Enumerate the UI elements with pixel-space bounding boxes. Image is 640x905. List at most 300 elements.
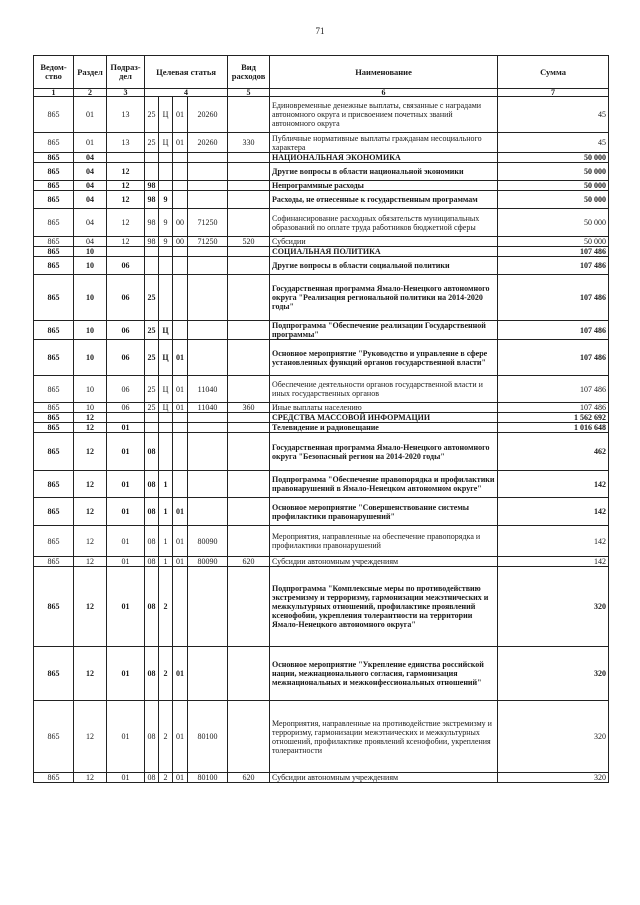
- cell-sub: 01: [107, 647, 145, 701]
- cell-t2: Ц: [159, 403, 173, 413]
- cell-sum: 107 486: [498, 376, 609, 403]
- cell-name: Другие вопросы в области национальной экономики: [270, 163, 498, 181]
- cell-t2: [159, 433, 173, 471]
- cell-t4: 80100: [188, 701, 228, 773]
- cell-t2: Ц: [159, 376, 173, 403]
- cell-t1: 25: [145, 376, 159, 403]
- cell-dept: 865: [34, 498, 74, 526]
- cell-dept: 865: [34, 567, 74, 647]
- cell-sub: 01: [107, 773, 145, 783]
- cell-vr: [228, 247, 270, 257]
- cell-vr: [228, 257, 270, 275]
- cell-vr: 360: [228, 403, 270, 413]
- cell-t1: 08: [145, 557, 159, 567]
- cell-vr: [228, 498, 270, 526]
- cell-name: Подпрограмма "Комплексные меры по противодействию экстремизму и терроризму, гармонизации межэтнических и межкультурных отношений, профилактике проявлений ксенофобии, укрепления толерантности на территории Ямало-Ненецкого автономного округа": [270, 567, 498, 647]
- cell-sec: 12: [74, 498, 107, 526]
- cell-vr: 620: [228, 773, 270, 783]
- cell-name: Государственная программа Ямало-Ненецкого автономного округа "Безопасный регион на 2014-2020 годы": [270, 433, 498, 471]
- cell-sum: 45: [498, 97, 609, 133]
- cell-t1: 98: [145, 237, 159, 247]
- cell-t4: [188, 498, 228, 526]
- cell-t4: [188, 257, 228, 275]
- cell-t1: 08: [145, 647, 159, 701]
- cell-sub: 01: [107, 471, 145, 498]
- cell-t4: 11040: [188, 376, 228, 403]
- cell-name: Телевидение и радиовещание: [270, 423, 498, 433]
- page-number: 71: [315, 26, 325, 36]
- table-row: [34, 153, 609, 163]
- cell-vr: [228, 423, 270, 433]
- cell-t4: 11040: [188, 403, 228, 413]
- cell-sum: 1 562 692: [498, 413, 609, 423]
- cell-t2: [159, 423, 173, 433]
- table-row: [34, 471, 609, 498]
- cell-t1: [145, 163, 159, 181]
- cell-dept: 865: [34, 647, 74, 701]
- header-sum: Сумма: [498, 56, 609, 89]
- cell-name: Государственная программа Ямало-Ненецкого автономного округа "Реализация региональной политики на 2014-2020 годы": [270, 275, 498, 321]
- cell-sub: 06: [107, 257, 145, 275]
- table-header: [34, 56, 609, 97]
- cell-sec: 10: [74, 257, 107, 275]
- cell-dept: 865: [34, 133, 74, 153]
- cell-name: Субсидии: [270, 237, 498, 247]
- cell-t4: 71250: [188, 209, 228, 237]
- cell-t1: 08: [145, 471, 159, 498]
- cell-t1: 25: [145, 97, 159, 133]
- cell-sum: 107 486: [498, 321, 609, 340]
- cell-t3: [173, 275, 188, 321]
- cell-name: Единовременные денежные выплаты, связанные с наградами автономного округа и присвоением почетных званий автономного округа: [270, 97, 498, 133]
- cell-t3: 01: [173, 376, 188, 403]
- cell-sum: 107 486: [498, 275, 609, 321]
- cell-t1: [145, 257, 159, 275]
- cell-t3: 01: [173, 340, 188, 376]
- cell-sub: 13: [107, 133, 145, 153]
- cell-t2: 9: [159, 237, 173, 247]
- cell-sec: 12: [74, 647, 107, 701]
- cell-dept: 865: [34, 557, 74, 567]
- cell-vr: [228, 340, 270, 376]
- cell-t1: [145, 153, 159, 163]
- cell-dept: 865: [34, 471, 74, 498]
- cell-sub: 06: [107, 403, 145, 413]
- cell-dept: 865: [34, 376, 74, 403]
- header-name: Наименование: [270, 56, 498, 89]
- cell-name: НАЦИОНАЛЬНАЯ ЭКОНОМИКА: [270, 153, 498, 163]
- cell-dept: 865: [34, 433, 74, 471]
- column-number-row: [34, 89, 609, 97]
- col-number: 4: [145, 89, 228, 97]
- table-row: [34, 237, 609, 247]
- cell-t2: 9: [159, 209, 173, 237]
- cell-name: Подпрограмма "Обеспечение правопорядка и профилактики правонарушений в Ямало-Ненецком автономном округе": [270, 471, 498, 498]
- cell-t3: 01: [173, 133, 188, 153]
- cell-t1: 25: [145, 321, 159, 340]
- table-row: [34, 701, 609, 773]
- header-target: Целевая статья: [145, 56, 228, 89]
- table-row: [34, 773, 609, 783]
- cell-sum: 107 486: [498, 340, 609, 376]
- cell-t1: 08: [145, 567, 159, 647]
- cell-t4: 80100: [188, 773, 228, 783]
- cell-sec: 10: [74, 275, 107, 321]
- cell-t4: [188, 471, 228, 498]
- cell-t1: [145, 413, 159, 423]
- cell-dept: 865: [34, 237, 74, 247]
- cell-t2: 2: [159, 701, 173, 773]
- cell-sec: 04: [74, 191, 107, 209]
- table-row: [34, 423, 609, 433]
- cell-sub: 06: [107, 275, 145, 321]
- cell-t1: 98: [145, 191, 159, 209]
- cell-t3: [173, 423, 188, 433]
- cell-t1: 08: [145, 773, 159, 783]
- table-row: [34, 376, 609, 403]
- table-row: [34, 191, 609, 209]
- col-number: 3: [107, 89, 145, 97]
- cell-t3: 01: [173, 498, 188, 526]
- cell-t4: [188, 275, 228, 321]
- table-row: [34, 133, 609, 153]
- cell-t1: 98: [145, 209, 159, 237]
- col-number: 5: [228, 89, 270, 97]
- table-row: [34, 340, 609, 376]
- cell-sub: 06: [107, 376, 145, 403]
- cell-dept: 865: [34, 191, 74, 209]
- cell-t3: 00: [173, 209, 188, 237]
- cell-t3: 01: [173, 403, 188, 413]
- cell-vr: [228, 701, 270, 773]
- cell-t4: [188, 423, 228, 433]
- cell-name: СРЕДСТВА МАССОВОЙ ИНФОРМАЦИИ: [270, 413, 498, 423]
- table-row: [34, 321, 609, 340]
- cell-sec: 04: [74, 153, 107, 163]
- cell-sub: 06: [107, 321, 145, 340]
- cell-t2: 1: [159, 471, 173, 498]
- cell-sum: 50 000: [498, 153, 609, 163]
- cell-name: Софинансирование расходных обязательств муниципальных образований по оплате труда работников бюджетной сферы: [270, 209, 498, 237]
- cell-name: Субсидии автономным учреждениям: [270, 557, 498, 567]
- cell-sum: 142: [498, 471, 609, 498]
- cell-t1: 25: [145, 275, 159, 321]
- cell-vr: [228, 321, 270, 340]
- cell-t1: 98: [145, 181, 159, 191]
- cell-t4: [188, 433, 228, 471]
- cell-sec: 12: [74, 526, 107, 557]
- cell-sum: 320: [498, 701, 609, 773]
- cell-vr: [228, 97, 270, 133]
- cell-t4: [188, 163, 228, 181]
- table-row: [34, 257, 609, 275]
- cell-sec: 04: [74, 209, 107, 237]
- cell-t3: 01: [173, 647, 188, 701]
- cell-sec: 04: [74, 237, 107, 247]
- cell-name: Обеспечение деятельности органов государственной власти и иных государственных органов: [270, 376, 498, 403]
- cell-t4: [188, 340, 228, 376]
- cell-sub: 01: [107, 498, 145, 526]
- cell-vr: [228, 567, 270, 647]
- header-dept: Ведом-ство: [34, 56, 74, 89]
- cell-sec: 12: [74, 701, 107, 773]
- cell-t3: 00: [173, 237, 188, 247]
- cell-t2: [159, 181, 173, 191]
- cell-name: Непрограммные расходы: [270, 181, 498, 191]
- cell-vr: [228, 526, 270, 557]
- cell-t4: [188, 413, 228, 423]
- cell-sum: 142: [498, 526, 609, 557]
- table-row: [34, 526, 609, 557]
- cell-sec: 01: [74, 97, 107, 133]
- cell-vr: [228, 191, 270, 209]
- cell-t2: [159, 275, 173, 321]
- cell-sec: 10: [74, 376, 107, 403]
- cell-t3: [173, 413, 188, 423]
- cell-t3: 01: [173, 526, 188, 557]
- cell-sub: 13: [107, 97, 145, 133]
- cell-t1: 25: [145, 133, 159, 153]
- cell-t3: [173, 471, 188, 498]
- table-row: [34, 163, 609, 181]
- cell-sum: 45: [498, 133, 609, 153]
- cell-t4: [188, 181, 228, 191]
- table-row: [34, 97, 609, 133]
- cell-dept: 865: [34, 275, 74, 321]
- cell-name: Основное мероприятие "Совершенствование системы профилактики правонарушений": [270, 498, 498, 526]
- cell-vr: 520: [228, 237, 270, 247]
- table-row: [34, 413, 609, 423]
- cell-t1: 08: [145, 701, 159, 773]
- cell-sub: 06: [107, 340, 145, 376]
- col-number: 7: [498, 89, 609, 97]
- cell-sub: 01: [107, 567, 145, 647]
- cell-t4: 71250: [188, 237, 228, 247]
- cell-sec: 12: [74, 557, 107, 567]
- cell-t4: 20260: [188, 133, 228, 153]
- cell-dept: 865: [34, 423, 74, 433]
- cell-sub: 12: [107, 181, 145, 191]
- cell-sec: 10: [74, 340, 107, 376]
- cell-sub: 12: [107, 163, 145, 181]
- cell-sum: 320: [498, 773, 609, 783]
- header-subsection: Подраз-дел: [107, 56, 145, 89]
- cell-t2: 2: [159, 773, 173, 783]
- cell-sec: 10: [74, 247, 107, 257]
- cell-t4: [188, 191, 228, 209]
- cell-t4: [188, 153, 228, 163]
- cell-dept: 865: [34, 321, 74, 340]
- cell-t2: 2: [159, 647, 173, 701]
- table-row: [34, 247, 609, 257]
- cell-t3: 01: [173, 97, 188, 133]
- cell-sec: 04: [74, 163, 107, 181]
- cell-t2: 1: [159, 498, 173, 526]
- cell-t4: 20260: [188, 97, 228, 133]
- header-section: Раздел: [74, 56, 107, 89]
- cell-sec: 12: [74, 413, 107, 423]
- cell-sum: 50 000: [498, 237, 609, 247]
- cell-sum: 50 000: [498, 181, 609, 191]
- cell-t2: [159, 163, 173, 181]
- cell-sum: 107 486: [498, 403, 609, 413]
- cell-sec: 04: [74, 181, 107, 191]
- cell-name: СОЦИАЛЬНАЯ ПОЛИТИКА: [270, 247, 498, 257]
- col-number: 2: [74, 89, 107, 97]
- cell-sum: 142: [498, 498, 609, 526]
- cell-name: Публичные нормативные выплаты гражданам несоциального характера: [270, 133, 498, 153]
- cell-sum: 107 486: [498, 247, 609, 257]
- cell-sum: 107 486: [498, 257, 609, 275]
- header-exp-type: Вид расходов: [228, 56, 270, 89]
- cell-sub: 01: [107, 526, 145, 557]
- table-row: [34, 275, 609, 321]
- cell-t2: [159, 153, 173, 163]
- cell-t3: [173, 321, 188, 340]
- cell-vr: [228, 153, 270, 163]
- table-body: [34, 97, 609, 783]
- cell-vr: [228, 471, 270, 498]
- cell-t4: 80090: [188, 557, 228, 567]
- cell-sum: 1 016 648: [498, 423, 609, 433]
- cell-dept: 865: [34, 247, 74, 257]
- col-number: 6: [270, 89, 498, 97]
- cell-sec: 10: [74, 403, 107, 413]
- cell-t3: [173, 181, 188, 191]
- cell-name: Расходы, не отнесенные к государственным программам: [270, 191, 498, 209]
- cell-sum: 50 000: [498, 191, 609, 209]
- cell-t1: 08: [145, 433, 159, 471]
- cell-t2: Ц: [159, 321, 173, 340]
- cell-t3: [173, 153, 188, 163]
- cell-t3: 01: [173, 773, 188, 783]
- cell-t2: Ц: [159, 133, 173, 153]
- cell-vr: [228, 376, 270, 403]
- cell-dept: 865: [34, 340, 74, 376]
- cell-sec: 12: [74, 423, 107, 433]
- cell-vr: [228, 433, 270, 471]
- cell-sub: 12: [107, 191, 145, 209]
- cell-dept: 865: [34, 526, 74, 557]
- cell-dept: 865: [34, 413, 74, 423]
- cell-sum: 50 000: [498, 163, 609, 181]
- cell-t4: 80090: [188, 526, 228, 557]
- cell-t1: [145, 247, 159, 257]
- cell-dept: 865: [34, 403, 74, 413]
- cell-name: Другие вопросы в области социальной политики: [270, 257, 498, 275]
- cell-dept: 865: [34, 163, 74, 181]
- table-row: [34, 209, 609, 237]
- cell-name: Иные выплаты населению: [270, 403, 498, 413]
- cell-t3: 01: [173, 557, 188, 567]
- cell-t1: 08: [145, 498, 159, 526]
- cell-vr: 620: [228, 557, 270, 567]
- cell-t3: [173, 191, 188, 209]
- cell-t4: [188, 647, 228, 701]
- cell-dept: 865: [34, 701, 74, 773]
- cell-name: Основное мероприятие "Руководство и управление в сфере установленных функций органов государственной власти": [270, 340, 498, 376]
- cell-sub: 12: [107, 209, 145, 237]
- cell-sub: 12: [107, 237, 145, 247]
- table-row: [34, 647, 609, 701]
- cell-sub: [107, 413, 145, 423]
- cell-sum: 462: [498, 433, 609, 471]
- cell-t1: 25: [145, 340, 159, 376]
- cell-sec: 12: [74, 567, 107, 647]
- cell-sec: 10: [74, 321, 107, 340]
- cell-t2: [159, 413, 173, 423]
- cell-t1: 25: [145, 403, 159, 413]
- cell-sec: 01: [74, 133, 107, 153]
- cell-vr: [228, 647, 270, 701]
- cell-sub: 01: [107, 557, 145, 567]
- col-number: 1: [34, 89, 74, 97]
- cell-t2: Ц: [159, 97, 173, 133]
- cell-t2: 1: [159, 526, 173, 557]
- table-row: [34, 433, 609, 471]
- cell-sub: [107, 247, 145, 257]
- cell-t1: 08: [145, 526, 159, 557]
- cell-vr: [228, 163, 270, 181]
- cell-name: Основное мероприятие "Укрепление единства российской нации, межнационального согласия, гармонизация межнациональных и межконфессиональных отношений": [270, 647, 498, 701]
- table-row: [34, 567, 609, 647]
- cell-vr: [228, 275, 270, 321]
- cell-t2: [159, 257, 173, 275]
- cell-sec: 12: [74, 773, 107, 783]
- cell-dept: 865: [34, 97, 74, 133]
- cell-sum: 320: [498, 567, 609, 647]
- cell-t1: [145, 423, 159, 433]
- budget-table: [33, 55, 609, 783]
- cell-dept: 865: [34, 209, 74, 237]
- cell-t2: [159, 247, 173, 257]
- table-row: [34, 498, 609, 526]
- cell-t3: [173, 433, 188, 471]
- cell-dept: 865: [34, 257, 74, 275]
- table-row: [34, 403, 609, 413]
- cell-vr: [228, 413, 270, 423]
- cell-sec: 12: [74, 471, 107, 498]
- table-row: [34, 181, 609, 191]
- cell-sum: 320: [498, 647, 609, 701]
- cell-t3: 01: [173, 701, 188, 773]
- cell-t4: [188, 567, 228, 647]
- cell-sum: 142: [498, 557, 609, 567]
- cell-name: Мероприятия, направленные на противодействие экстремизму и терроризму, гармонизации межэтнических и межкультурных отношений, профилактике проявлений ксенофобии, укрепления толерантности: [270, 701, 498, 773]
- cell-sum: 50 000: [498, 209, 609, 237]
- cell-name: Субсидии автономным учреждениям: [270, 773, 498, 783]
- cell-dept: 865: [34, 773, 74, 783]
- cell-sub: [107, 153, 145, 163]
- cell-sub: 01: [107, 423, 145, 433]
- cell-vr: 330: [228, 133, 270, 153]
- cell-name: Подпрограмма "Обеспечение реализации Государственной программы": [270, 321, 498, 340]
- cell-name: Мероприятия, направленные на обеспечение правопорядка и профилактики правонарушений: [270, 526, 498, 557]
- cell-t2: 9: [159, 191, 173, 209]
- cell-t3: [173, 163, 188, 181]
- cell-sub: 01: [107, 433, 145, 471]
- cell-sub: 01: [107, 701, 145, 773]
- cell-t3: [173, 257, 188, 275]
- cell-t4: [188, 247, 228, 257]
- cell-vr: [228, 181, 270, 191]
- cell-t2: 2: [159, 567, 173, 647]
- cell-t2: 1: [159, 557, 173, 567]
- cell-dept: 865: [34, 181, 74, 191]
- cell-t3: [173, 567, 188, 647]
- cell-t3: [173, 247, 188, 257]
- cell-vr: [228, 209, 270, 237]
